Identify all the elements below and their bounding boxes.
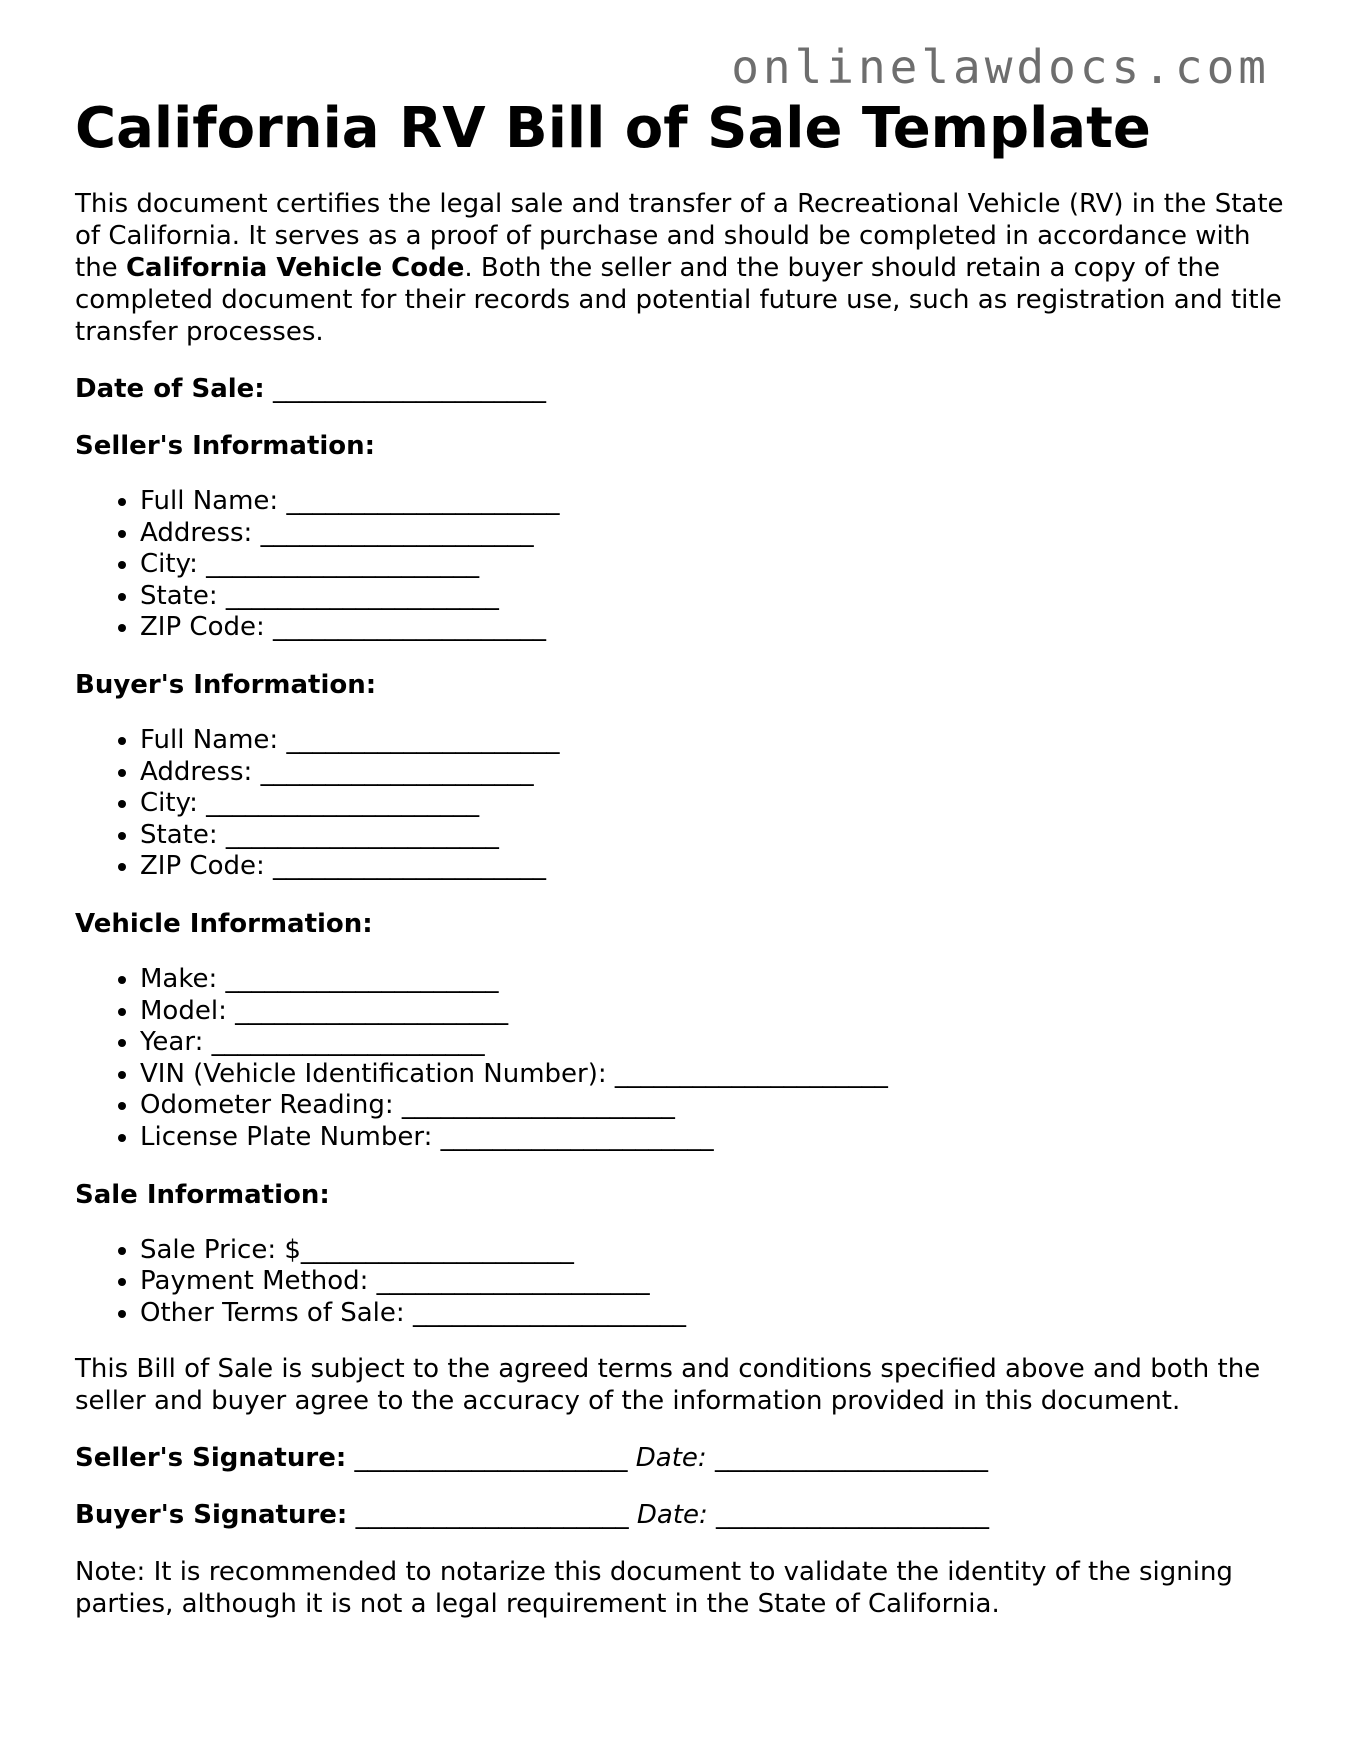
document-title: California RV Bill of Sale Template [75, 96, 1151, 161]
buyer-zip-label: ZIP Code: [140, 851, 265, 882]
vehicle-vin-label: VIN (Vehicle Identification Number): [140, 1058, 607, 1089]
buyer-address-label: Address: [140, 756, 253, 787]
vehicle-make-label: Make: [140, 963, 218, 994]
seller-signature-blank[interactable]: _____________________ [354, 1443, 628, 1474]
list-item [140, 1298, 1285, 1330]
sale-price-label: Sale Price: $ [140, 1234, 301, 1265]
date-of-sale-label: Date of Sale: [75, 374, 265, 404]
seller-full-name-blank[interactable]: _____________________ [286, 486, 560, 516]
intro-paragraph [75, 188, 1285, 348]
buyer-signature-blank[interactable]: _____________________ [355, 1500, 629, 1531]
list-item [140, 788, 1285, 820]
other-terms-label: Other Terms of Sale: [140, 1297, 405, 1328]
sale-price-blank[interactable]: _____________________ [300, 1234, 574, 1265]
seller-state-label: State: [140, 580, 218, 611]
buyer-info-list [75, 725, 1285, 883]
seller-info-list [75, 486, 1285, 644]
list-item [140, 1090, 1285, 1122]
seller-signature-line [75, 1442, 1285, 1474]
vehicle-odometer-blank[interactable]: _____________________ [401, 1090, 675, 1121]
buyer-zip-blank[interactable]: _____________________ [273, 851, 547, 882]
sale-info-list [75, 1235, 1285, 1330]
list-item [140, 549, 1285, 581]
buyer-state-blank[interactable]: _____________________ [225, 819, 499, 850]
seller-signature-label: Seller's Signature: [75, 1443, 347, 1474]
payment-method-label: Payment Method: [140, 1266, 369, 1297]
list-item [140, 820, 1285, 852]
list-item [140, 581, 1285, 613]
list-item [140, 612, 1285, 644]
seller-city-label: City: [140, 549, 198, 580]
seller-date-label: Date: [635, 1443, 707, 1474]
seller-state-blank[interactable]: _____________________ [225, 580, 499, 611]
vehicle-info-list [75, 964, 1285, 1154]
seller-zip-label: ZIP Code: [140, 612, 265, 643]
list-item [140, 1266, 1285, 1298]
vehicle-model-label: Model: [140, 995, 227, 1026]
seller-city-blank[interactable]: _____________________ [206, 549, 480, 580]
buyer-address-blank[interactable]: _____________________ [260, 756, 534, 787]
seller-address-label: Address: [140, 517, 253, 548]
list-item [140, 1235, 1285, 1267]
vehicle-info-heading: Vehicle Information: [75, 908, 373, 939]
buyer-signature-line [75, 1499, 1285, 1531]
buyer-full-name-label: Full Name: [140, 724, 279, 755]
buyer-info-heading: Buyer's Information: [75, 669, 377, 700]
vehicle-odometer-label: Odometer Reading: [140, 1090, 394, 1121]
date-of-sale-field [75, 373, 1285, 405]
intro-code-reference: California Vehicle Code [125, 253, 465, 283]
buyer-signature-label: Buyer's Signature: [75, 1500, 348, 1531]
list-item [140, 996, 1285, 1028]
closing-paragraph: This Bill of Sale is subject to the agreed terms and conditions specified above and both the seller and buyer agree to the accuracy of the information provided in this document. [75, 1354, 1261, 1417]
note-paragraph: Note: It is recommended to notarize this document to validate the identity of the signing parties, although it is not a legal requirement in the State of California. [75, 1557, 1233, 1620]
seller-info-heading: Seller's Information: [75, 431, 376, 461]
sale-info-heading: Sale Information: [75, 1179, 330, 1210]
vehicle-license-plate-label: License Plate Number: [140, 1121, 433, 1152]
list-item [140, 725, 1285, 757]
seller-full-name-label: Full Name: [140, 486, 279, 516]
vehicle-license-plate-blank[interactable]: _____________________ [440, 1121, 714, 1152]
document-page [75, 94, 1285, 1620]
list-item [140, 1122, 1285, 1154]
list-item [140, 1059, 1285, 1091]
intro-text-1: This document certifies the legal sale and transfer of a Recreational Vehicle (RV) in the State of California. It serves as a proof of purchase and should be completed in accordance with the [75, 189, 1284, 283]
vehicle-model-blank[interactable]: _____________________ [235, 995, 509, 1026]
seller-address-blank[interactable]: _____________________ [260, 517, 534, 548]
date-of-sale-blank[interactable]: _____________________ [272, 374, 546, 404]
vehicle-year-label: Year: [140, 1027, 204, 1058]
buyer-date-blank[interactable]: _____________________ [716, 1500, 990, 1531]
seller-date-blank[interactable]: _____________________ [714, 1443, 988, 1474]
intro-text-2: . Both the seller and the buyer should retain a copy of the completed document for their records and potential future use, such as registration and title transfer processes. [75, 253, 1282, 347]
vehicle-year-blank[interactable]: _____________________ [211, 1027, 485, 1058]
buyer-city-label: City: [140, 788, 198, 819]
list-item [140, 851, 1285, 883]
seller-zip-blank[interactable]: _____________________ [273, 612, 547, 643]
payment-method-blank[interactable]: _____________________ [376, 1266, 650, 1297]
list-item [140, 1027, 1285, 1059]
list-item [140, 486, 1285, 518]
vehicle-make-blank[interactable]: _____________________ [225, 963, 499, 994]
buyer-date-label: Date: [636, 1500, 708, 1531]
list-item [140, 757, 1285, 789]
other-terms-blank[interactable]: _____________________ [412, 1297, 686, 1328]
list-item [140, 964, 1285, 996]
buyer-city-blank[interactable]: _____________________ [206, 788, 480, 819]
vehicle-vin-blank[interactable]: _____________________ [614, 1058, 888, 1089]
list-item [140, 518, 1285, 550]
buyer-state-label: State: [140, 819, 218, 850]
watermark: onlinelawdocs.com [731, 40, 1270, 94]
buyer-full-name-blank[interactable]: _____________________ [286, 724, 560, 755]
